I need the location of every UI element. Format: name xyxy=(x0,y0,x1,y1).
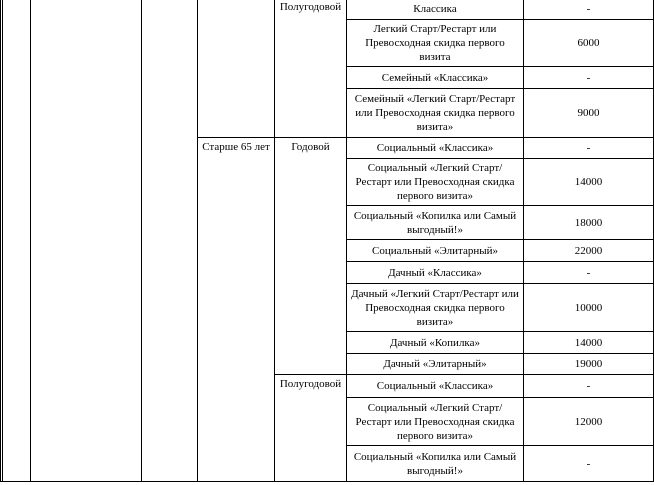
blank-column-1 xyxy=(3,0,31,482)
tariff-name-cell: Дачный «Классика» xyxy=(347,262,524,284)
price-cell: 18000 xyxy=(524,206,654,240)
period-cell: Полугодовой xyxy=(275,375,347,482)
tariff-name-cell: Социальный «Копилка или Самый выгодный!» xyxy=(347,446,524,482)
price-cell: - xyxy=(524,138,654,159)
price-cell: 6000 xyxy=(524,20,654,67)
age-cell: Старше 65 лет xyxy=(198,138,275,482)
price-cell: - xyxy=(524,67,654,89)
period-cell: Полугодовой xyxy=(275,0,347,138)
tariff-name-cell: Социальный «Элитарный» xyxy=(347,240,524,262)
price-cell: 12000 xyxy=(524,398,654,446)
price-cell: - xyxy=(524,375,654,398)
price-cell: 22000 xyxy=(524,240,654,262)
price-cell: - xyxy=(524,262,654,284)
table-row xyxy=(1,0,654,20)
blank-column-2 xyxy=(31,0,142,482)
tariff-name-cell: Семейный «Классика» xyxy=(347,67,524,89)
tariff-name-cell: Социальный «Классика» xyxy=(347,138,524,159)
price-cell: - xyxy=(524,446,654,482)
tariff-name-cell: Классика xyxy=(347,0,524,20)
blank-column-3 xyxy=(142,0,198,482)
tariff-name-cell: Социальный «Классика» xyxy=(347,375,524,398)
price-cell: 14000 xyxy=(524,159,654,206)
tariff-name-cell: Дачный «Копилка» xyxy=(347,332,524,354)
tariff-name-cell: Социальный «Легкий Старт/Рестарт или Превосходная скидка первого визита» xyxy=(347,398,524,446)
price-cell: 19000 xyxy=(524,354,654,375)
price-cell: 10000 xyxy=(524,284,654,332)
tariff-name-cell: Дачный «Легкий Старт/Рестарт или Превосходная скидка первого визита» xyxy=(347,284,524,332)
price-cell: - xyxy=(524,0,654,20)
age-cell xyxy=(198,0,275,138)
tariff-name-cell: Дачный «Элитарный» xyxy=(347,354,524,375)
tariff-name-cell: Социальный «Легкий Старт/Рестарт или Превосходная скидка первого визита» xyxy=(347,159,524,206)
tariff-name-cell: Социальный «Копилка или Самый выгодный!» xyxy=(347,206,524,240)
tariff-name-cell: Семейный «Легкий Старт/Рестарт или Превосходная скидка первого визита» xyxy=(347,89,524,138)
price-cell: 14000 xyxy=(524,332,654,354)
tariff-name-cell: Легкий Старт/Рестарт или Превосходная скидка первого визита xyxy=(347,20,524,67)
price-cell: 9000 xyxy=(524,89,654,138)
period-cell: Годовой xyxy=(275,138,347,375)
